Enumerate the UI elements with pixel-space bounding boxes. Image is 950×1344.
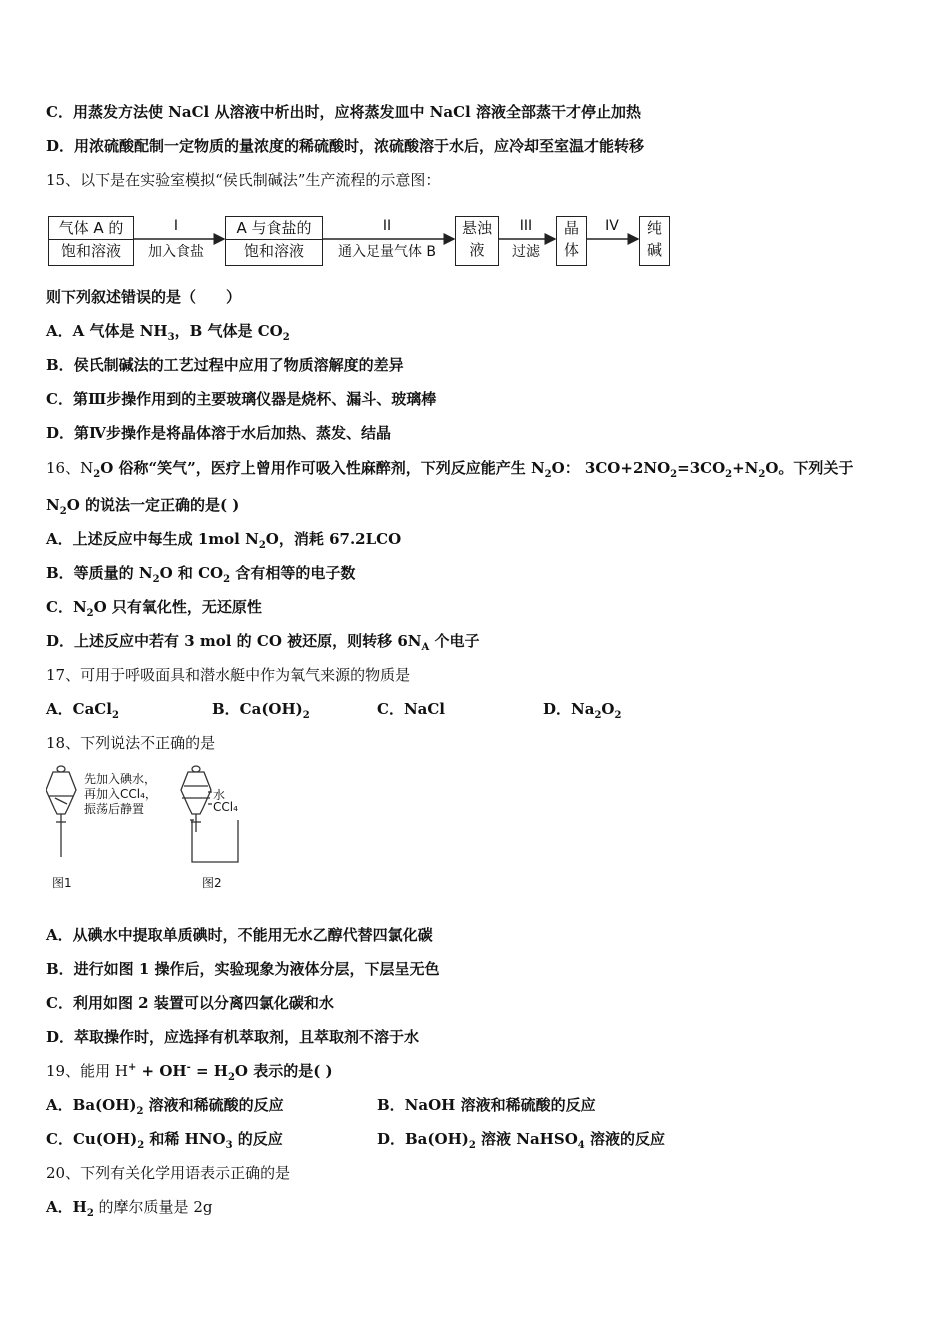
flow-box-text: 体	[563, 241, 579, 259]
text-part: +N	[732, 459, 759, 477]
figure2-caption: 图2	[202, 876, 222, 890]
q16-stem-line2	[46, 495, 239, 515]
text-part: 溶液的反应	[584, 1130, 665, 1148]
q17-option-d	[543, 699, 621, 719]
text-part: 16、N	[46, 459, 94, 477]
text-part: D．上述反应中若有 3 mol 的 CO 被还原，则转移 6N	[46, 632, 422, 650]
flow-box-text: 液	[469, 241, 485, 259]
text-part: = H	[190, 1062, 228, 1080]
flow-box-crystal	[556, 216, 587, 266]
q18-stem: 18、下列说法不正确的是	[46, 734, 216, 752]
flow-step-3-number: III	[519, 218, 533, 234]
q20-option-a	[46, 1197, 212, 1217]
q20-stem: 20、下列有关化学用语表示正确的是	[46, 1164, 291, 1182]
q18-option-d: D．萃取操作时，应选择有机萃取剂，且萃取剂不溶于水	[46, 1028, 420, 1046]
text-part: O	[601, 700, 615, 718]
q18-option-a: A．从碘水中提取单质碘时，不能用无水乙醇代替四氯化碳	[46, 926, 433, 944]
text-part: O，消耗 67.2LCO	[265, 530, 402, 548]
q14-option-c: C．用蒸发方法使 NaCl 从溶液中析出时，应将蒸发皿中 NaCl 溶液全部蒸干才停止加热	[46, 103, 641, 121]
flow-box-suspension	[455, 216, 499, 266]
flow-box-a-salt	[225, 216, 323, 266]
q14-option-d: D．用浓硫酸配制一定物质的量浓度的稀硫酸时，浓硫酸溶于水后，应冷却至室温才能转移	[46, 137, 645, 155]
q18-option-c: C．利用如图 2 装置可以分离四氯化碳和水	[46, 994, 334, 1012]
subscript: 2	[282, 332, 290, 343]
flow-box-soda-ash	[639, 216, 670, 266]
subscript: 2	[86, 608, 94, 619]
q15-stem: 15、以下是在实验室模拟“侯氏制碱法”生产流程的示意图：	[46, 171, 441, 189]
text-part: C．Cu(OH)	[46, 1130, 138, 1148]
text-part: O： 3CO+2NO	[551, 459, 671, 477]
subscript: 2	[93, 469, 101, 480]
flow-box-text: 晶	[563, 219, 579, 237]
q19-option-b: B．NaOH 溶液和稀硫酸的反应	[377, 1096, 596, 1114]
subscript: 2	[544, 469, 552, 480]
q15-option-a	[46, 321, 290, 341]
flow-step-1-label: 加入食盐	[148, 244, 204, 260]
subscript: 4	[577, 1140, 585, 1151]
figure1-note-line: 振荡后静置	[84, 802, 145, 816]
text-part: D．Na	[543, 700, 595, 718]
flow-box-text: A 与食盐的	[236, 219, 312, 237]
q18-option-b: B．进行如图 1 操作后，实验现象为液体分层，下层呈无色	[46, 960, 440, 978]
q19-option-d	[377, 1129, 665, 1149]
flow-box-gas-a	[48, 216, 134, 266]
subscript: 2	[614, 710, 622, 721]
text-part: + OH	[136, 1062, 187, 1080]
flow-box-text: 饱和溶液	[49, 239, 133, 262]
figure2-water-label: 水	[213, 788, 226, 802]
text-part: A．CaCl	[46, 700, 112, 718]
text-part: 溶液 NaHSO	[475, 1130, 578, 1148]
flow-box-text: 饱和溶液	[226, 239, 322, 262]
q15-option-b: B．侯氏制碱法的工艺过程中应用了物质溶解度的差异	[46, 356, 404, 374]
text-part: O 的说法一定正确的是( )	[66, 496, 240, 514]
text-part: O 俗称“笑气”，医疗上曾用作可吸入性麻醉剂，下列反应能产生 N	[100, 459, 545, 477]
flow-box-text: 纯	[646, 219, 662, 237]
q16-option-d	[46, 631, 480, 651]
subscript: 2	[137, 1140, 145, 1151]
subscript: 2	[136, 1106, 144, 1117]
subscript: 2	[86, 1208, 94, 1219]
q19-option-c	[46, 1129, 283, 1149]
q19-stem	[46, 1061, 333, 1081]
subscript: 2	[302, 710, 310, 721]
subscript: 2	[468, 1140, 476, 1151]
figure2-ccl4-label: CCl₄	[213, 800, 238, 814]
text-part: 含有相等的电子数	[230, 564, 356, 582]
q16-option-a	[46, 529, 401, 549]
text-part: O 表示的是( )	[234, 1062, 333, 1080]
q16-option-c	[46, 597, 262, 617]
flow-box-text: 悬浊	[461, 219, 492, 237]
subscript: 2	[758, 469, 766, 480]
figure1-note	[84, 772, 157, 817]
q19-option-a	[46, 1095, 284, 1115]
text-part: 个电子	[429, 632, 480, 650]
subscript: 2	[258, 540, 266, 551]
q15-option-c: C．第Ⅲ步操作用到的主要玻璃仪器是烧杯、漏斗、玻璃棒	[46, 390, 437, 408]
subscript: 2	[670, 469, 678, 480]
subscript: 2	[152, 574, 160, 585]
text-part: 的反应	[232, 1130, 283, 1148]
subscript: 2	[594, 710, 602, 721]
text-part: A．Ba(OH)	[46, 1096, 137, 1114]
flow-step-4-number: IV	[605, 218, 619, 234]
text-part: O 和 CO	[159, 564, 224, 582]
text-part: 的摩尔质量是 2g	[93, 1198, 213, 1216]
q17-stem: 17、可用于呼吸面具和潜水艇中作为氧气来源的物质是	[46, 666, 411, 684]
figure1-caption: 图1	[52, 876, 72, 890]
text-part: O 只有氧化性，无还原性	[93, 598, 262, 616]
hou-process-flow-diagram	[46, 212, 671, 270]
subscript: 2	[223, 574, 231, 585]
q17-option-b	[212, 699, 310, 719]
text-part: B．等质量的 N	[46, 564, 153, 582]
figure1-note-line: 再加入CCl₄，	[84, 787, 157, 801]
subscript: 2	[59, 506, 67, 517]
flow-box-text: 气体 A 的	[58, 219, 124, 237]
text-part: O。下列关于	[765, 459, 854, 477]
text-part: 溶液和稀硫酸的反应	[143, 1096, 284, 1114]
figure1-note-line: 先加入碘水，	[84, 772, 157, 786]
text-part: =3CO	[677, 459, 726, 477]
subscript: 2	[725, 469, 733, 480]
q15-question: 则下列叙述错误的是（ ）	[46, 288, 242, 306]
superscript: -	[186, 1062, 191, 1073]
text-part: 19、能用 H	[46, 1062, 128, 1080]
text-part: D．Ba(OH)	[377, 1130, 469, 1148]
text-part: B．Ca(OH)	[212, 700, 303, 718]
flow-step-2-number: II	[382, 218, 392, 234]
text-part: A．A 气体是 NH	[46, 322, 168, 340]
text-part: A．上述反应中每生成 1mol N	[46, 530, 259, 548]
subscript: 3	[167, 332, 175, 343]
flow-step-2-label: 通入足量气体 B	[337, 244, 437, 260]
q15-option-d: D．第Ⅳ步操作是将晶体溶于水后加热、蒸发、结晶	[46, 424, 392, 442]
subscript: 2	[227, 1072, 235, 1083]
text-part: ，B 气体是 CO	[174, 322, 283, 340]
subscript: 2	[111, 710, 119, 721]
text-part: N	[46, 496, 60, 514]
flow-box-text: 碱	[646, 241, 662, 259]
subscript: A	[421, 642, 430, 653]
text-part: 和稀 HNO	[144, 1130, 226, 1148]
text-part: C．N	[46, 598, 87, 616]
q17-option-a	[46, 699, 119, 719]
flow-step-1-number: I	[173, 218, 179, 234]
q17-option-c: C．NaCl	[377, 700, 446, 718]
superscript: +	[127, 1062, 137, 1073]
flow-step-3-label: 过滤	[512, 244, 540, 260]
q16-option-b	[46, 563, 355, 583]
q16-stem-line1	[46, 458, 853, 478]
separatory-funnel-figures	[46, 762, 266, 892]
text-part: A．H	[46, 1198, 87, 1216]
subscript: 3	[225, 1140, 233, 1151]
